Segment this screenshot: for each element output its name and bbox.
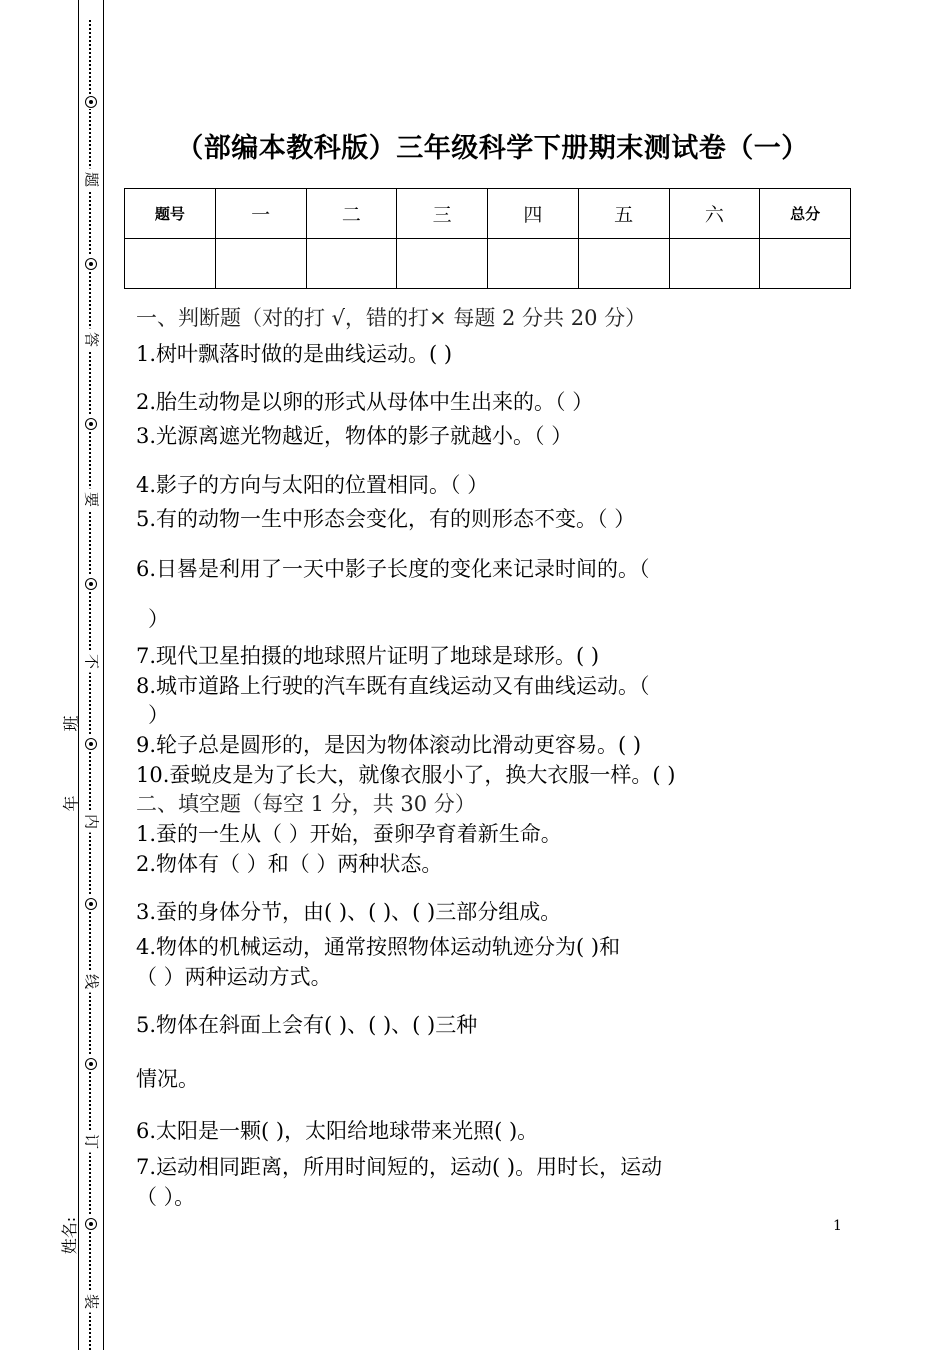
score-table [124, 188, 851, 289]
seal-char: 线 [84, 971, 99, 993]
score-cell [306, 239, 397, 289]
score-cell [125, 239, 216, 289]
seal-char: 订 [84, 1131, 99, 1153]
seal-circle-icon [80, 416, 102, 431]
fill-question-continued: 情况。 [136, 1067, 199, 1091]
seal-char: 装 [84, 1291, 99, 1313]
judge-question: 10.蚕蜕皮是为了长大，就像衣服小了，换大衣服一样。( ) [136, 763, 676, 787]
seal-circle-icon [80, 576, 102, 591]
section2-heading: 二、填空题（每空 1 分，共 30 分） [136, 792, 476, 816]
score-header: 二 [306, 189, 397, 239]
name-blank [78, 1030, 79, 1200]
score-header: 三 [397, 189, 488, 239]
judge-question: 1.树叶飘落时做的是曲线运动。( ) [136, 342, 453, 366]
seal-circle-icon [80, 94, 102, 109]
fill-question: 3.蚕的身体分节，由( )、( )、( )三部分组成。 [136, 900, 562, 924]
score-cell [760, 239, 851, 289]
fill-question: 7.运动相同距离，所用时间短的，运动( )。用时长，运动 [136, 1155, 663, 1179]
fill-question: 4.物体的机械运动，通常按照物体运动轨迹分为( )和 [136, 935, 621, 959]
judge-question: 2.胎生动物是以卵的形式从母体中生出来的。（ ） [136, 390, 594, 414]
grade-blank [78, 820, 79, 882]
judge-question: 5.有的动物一生中形态会变化，有的则形态不变。（ ） [136, 507, 636, 531]
fill-question-continued: （ ）。 [136, 1185, 196, 1209]
seal-char: 答 [84, 329, 99, 351]
student-info [28, 0, 81, 1350]
score-cell [578, 239, 669, 289]
score-cell [397, 239, 488, 289]
seal-char: 题 [84, 169, 99, 191]
score-header: 总分 [760, 189, 851, 239]
seal-char: 内 [84, 811, 99, 833]
fill-question-continued: （ ）两种运动方式。 [136, 965, 332, 989]
judge-question: 9.轮子总是圆形的，是因为物体滚动比滑动更容易。( ) [136, 733, 642, 757]
fill-question: 6.太阳是一颗( )，太阳给地球带来光照( )。 [136, 1119, 539, 1143]
score-header: 六 [669, 189, 760, 239]
score-cell [669, 239, 760, 289]
grade-label: 年 [61, 795, 81, 812]
name-label: 姓名: [60, 1216, 80, 1255]
judge-question: 6.日晷是利用了一天中影子长度的变化来记录时间的。（ [136, 557, 650, 581]
seal-circle-icon [80, 256, 102, 271]
score-header: 一 [215, 189, 306, 239]
score-cell [215, 239, 306, 289]
fill-question: 5.物体在斜面上会有( )、( )、( )三种 [136, 1013, 478, 1037]
score-header: 四 [488, 189, 579, 239]
fill-question: 1.蚕的一生从（ ）开始，蚕卵孕育着新生命。 [136, 822, 562, 846]
score-table-value-row [125, 239, 851, 289]
score-cell [488, 239, 579, 289]
score-table-header-row [125, 189, 851, 239]
judge-question-continued: ） [148, 703, 169, 727]
fill-question: 2.物体有（ ）和（ ）两种状态。 [136, 852, 443, 876]
judge-question-continued: ） [148, 607, 169, 631]
judge-question: 3.光源离遮光物越近，物体的影子就越小。（ ） [136, 424, 573, 448]
seal-char: 要 [84, 489, 99, 511]
score-header: 题号 [125, 189, 216, 239]
section1-heading: 一、判断题（对的打 √，错的打× 每题 2 分共 20 分） [136, 306, 647, 330]
seal-char: 不 [84, 651, 99, 673]
class-blank [78, 738, 79, 778]
page-number: 1 [833, 1218, 842, 1234]
score-header: 五 [578, 189, 669, 239]
judge-question: 8.城市道路上行驶的汽车既有直线运动又有曲线运动。（ [136, 674, 650, 698]
seal-circle-icon [80, 1216, 102, 1231]
class-label: 班 [61, 715, 81, 732]
seal-circle-icon [80, 896, 102, 911]
seal-circle-icon [80, 736, 102, 751]
judge-question: 4.影子的方向与太阳的位置相同。（ ） [136, 473, 489, 497]
seal-circle-icon [80, 1056, 102, 1071]
judge-question: 7.现代卫星拍摄的地球照片证明了地球是球形。( ) [136, 644, 600, 668]
page-title: （部编本教科版）三年级科学下册期末测试卷（一） [176, 133, 809, 164]
